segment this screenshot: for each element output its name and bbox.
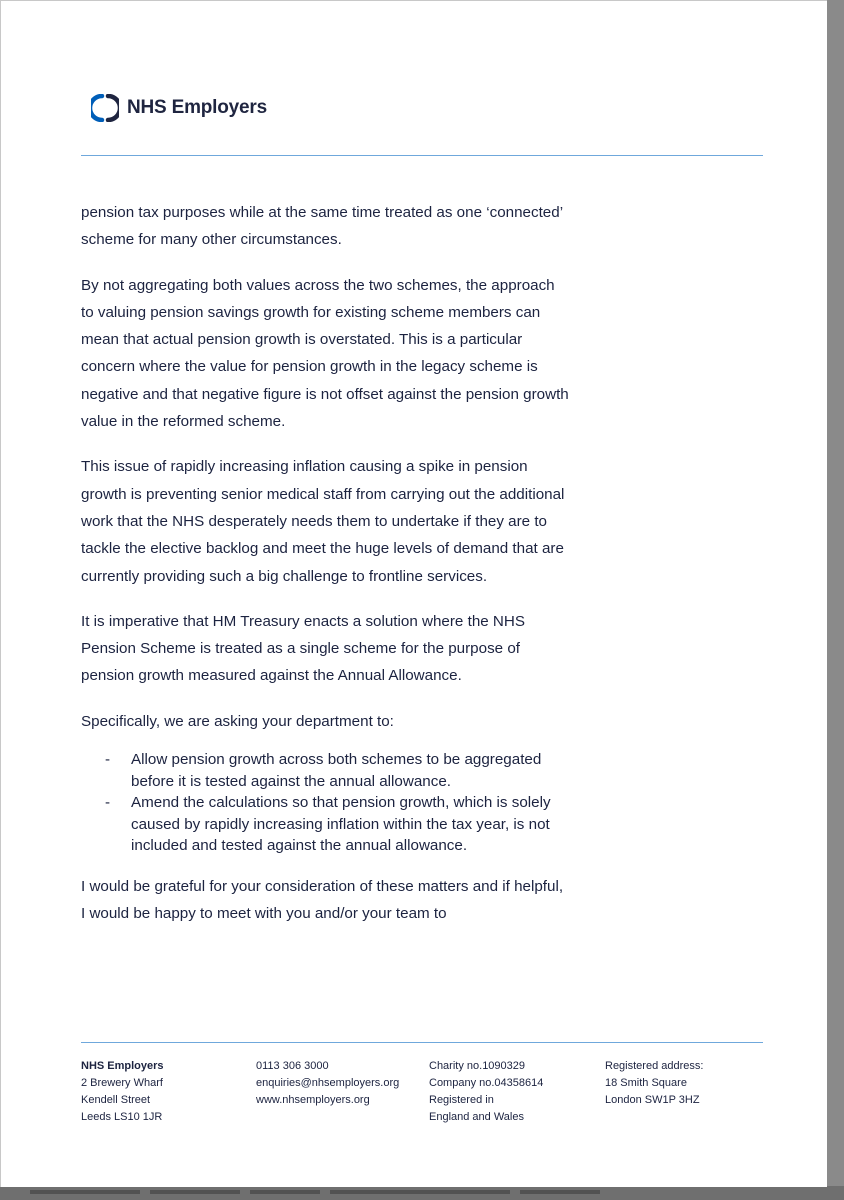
paragraph-1: pension tax purposes while at the same time treated as one ‘connected’ scheme for many other circumstances. xyxy=(81,204,563,249)
request-list xyxy=(81,749,571,857)
logo-wordmark: NHS Employers xyxy=(127,97,267,118)
nhs-employers-logo xyxy=(91,93,267,123)
viewer-scroll-strip[interactable] xyxy=(826,0,844,1200)
paragraph-2: By not aggregating both values across the two schemes, the approach to valuing pension savings growth for existing scheme members can mean that actual pension growth is overstated. This is a particular concern where the value for pension growth in the legacy scheme is negative and that negative figure is not offset against the pension growth value in the reformed scheme. xyxy=(81,276,569,431)
paragraph-4: It is imperative that HM Treasury enacts a solution where the NHS Pension Scheme is treated as a single scheme for the purpose of pension growth measured against the Annual Allowance. xyxy=(81,612,525,685)
footer-divider xyxy=(81,1042,763,1043)
phone-number: 0113 306 3000 xyxy=(256,1060,329,1072)
website-link[interactable]: www.nhsemployers.org xyxy=(256,1094,370,1106)
footer-charity: Charity no.1090329 Company no.04358614 Registered in England and Wales xyxy=(429,1060,544,1123)
email-link[interactable]: enquiries@nhsemployers.org xyxy=(256,1077,400,1089)
paragraph-5: Specifically, we are asking your department to: xyxy=(81,712,394,730)
footer-registered-address: Registered address: 18 Smith Square London SW1P 3HZ xyxy=(605,1060,704,1106)
list-item: - Amend the calculations so that pension growth, which is solely caused by rapidly increasing inflation within the tax year, is not included and tested against the annual allowance. xyxy=(105,794,551,855)
paragraph-3: This issue of rapidly increasing inflation causing a spike in pension growth is preventing senior medical staff from carrying out the additional work that the NHS desperately needs them to undertake if they are to tackle the elective backlog and meet the huge levels of demand that are currently providing such a big challenge to frontline services. xyxy=(81,458,565,585)
nhs-logo-icon xyxy=(91,94,119,122)
paragraph-6: I would be grateful for your consideration of these matters and if helpful, I would be happy to meet with you and/or your team to xyxy=(81,877,564,922)
list-item: - Allow pension growth across both schemes to be aggregated before it is tested against the annual allowance. xyxy=(105,751,542,790)
header-divider xyxy=(81,155,763,156)
footer-address: NHS Employers 2 Brewery Wharf Kendell Street Leeds LS10 1JR xyxy=(81,1060,164,1123)
letter-body xyxy=(81,199,571,945)
footer-contact xyxy=(256,1058,426,1109)
next-page-edge xyxy=(0,1186,844,1200)
